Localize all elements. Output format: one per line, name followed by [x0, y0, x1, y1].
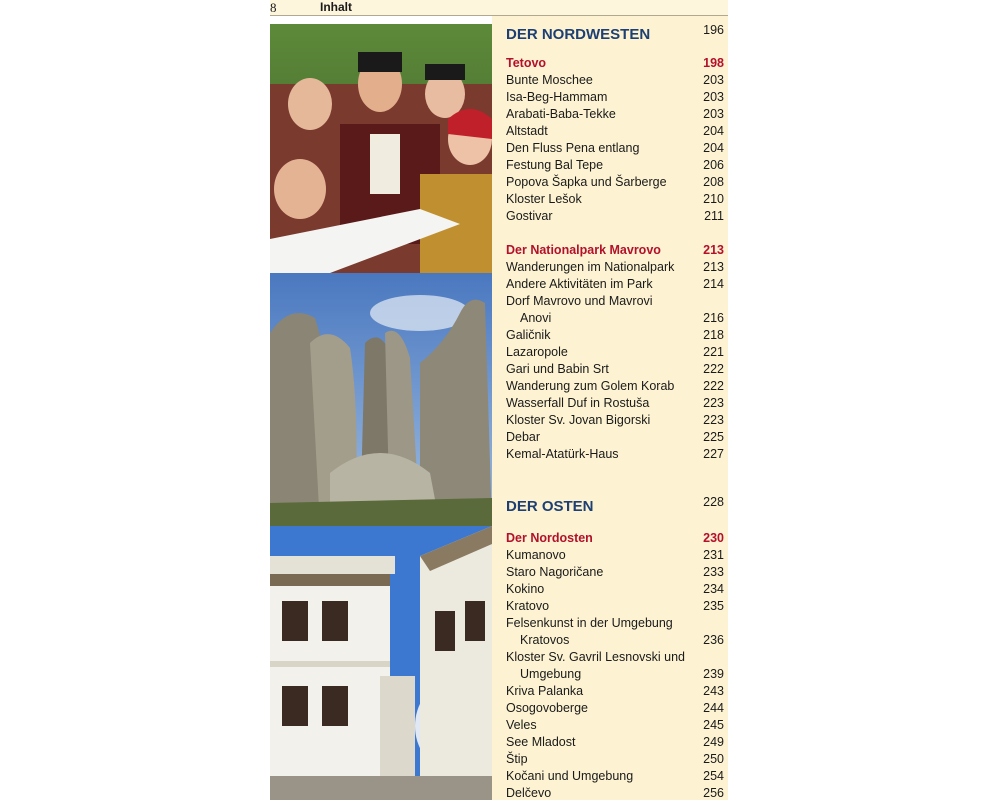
toc-entry-title: Kratovo: [506, 599, 550, 613]
toc-entry[interactable]: [506, 700, 724, 717]
toc-entry-title: Veles: [506, 718, 537, 732]
toc-entry[interactable]: [506, 310, 724, 327]
toc-entry[interactable]: [506, 361, 724, 378]
toc-entry[interactable]: [506, 429, 724, 446]
toc-subsection-nordosten[interactable]: [506, 530, 724, 547]
toc-entry[interactable]: [506, 276, 724, 293]
toc-entry-page: 223: [703, 396, 724, 410]
toc-entry-page: 210: [703, 192, 724, 206]
toc-subsection-tetovo[interactable]: [506, 55, 724, 72]
toc-entry-title: Popova Šapka und Šarberge: [506, 175, 667, 189]
toc-region-nordwesten[interactable]: [506, 24, 724, 46]
toc-entry[interactable]: [506, 378, 724, 395]
toc-entry-page: 213: [703, 243, 724, 257]
toc-entry[interactable]: [506, 598, 724, 615]
toc-entry[interactable]: [506, 123, 724, 140]
toc-entry-title: Delčevo: [506, 786, 552, 800]
toc-entry-title: Galičnik: [506, 328, 551, 342]
toc-entry-title: Andere Aktivitäten im Park: [506, 277, 653, 291]
toc-entry-page: 203: [703, 90, 724, 104]
toc-entry-title: Der Nationalpark Mavrovo: [506, 243, 661, 257]
toc-entry-page: 222: [703, 362, 724, 376]
toc-entry-title: Anovi: [520, 311, 552, 325]
page-header: [270, 0, 728, 15]
toc-entry-title: Kratovos: [520, 633, 570, 647]
book-page: [270, 0, 728, 800]
toc-entry[interactable]: [506, 734, 724, 751]
toc-entry[interactable]: [506, 632, 724, 649]
toc-entry-title: Debar: [506, 430, 541, 444]
toc-entry[interactable]: [506, 751, 724, 768]
toc-entry[interactable]: [506, 717, 724, 734]
toc-entry-page: 227: [703, 447, 724, 461]
toc-entry-title: Felsenkunst in der Umgebung: [506, 616, 673, 630]
toc-entry-title: Kloster Sv. Jovan Bigorski: [506, 413, 651, 427]
toc-entry-title: Staro Nagoričane: [506, 565, 604, 579]
toc-entry[interactable]: [506, 446, 724, 463]
toc-entry-title: Tetovo: [506, 56, 547, 70]
toc-entry-page: 222: [703, 379, 724, 393]
toc-entry-page: 236: [703, 633, 724, 647]
toc-entry-page: 244: [703, 701, 724, 715]
toc-entry-page: 250: [703, 752, 724, 766]
toc-entry-title: Der Nordosten: [506, 531, 593, 545]
section-label: Inhalt: [320, 0, 352, 14]
toc-entry[interactable]: [506, 72, 724, 89]
toc-entry-page: 243: [703, 684, 724, 698]
toc-entry-page: 218: [703, 328, 724, 342]
toc-entry-page: 211: [704, 209, 724, 223]
toc-entry-page: 235: [703, 599, 724, 613]
toc-entry[interactable]: [506, 564, 724, 581]
toc-entry-title: Isa-Beg-Hammam: [506, 90, 608, 104]
toc-entry[interactable]: [506, 191, 724, 208]
toc-entry-page: 214: [703, 277, 724, 291]
people-photo: [270, 24, 492, 273]
toc-entry[interactable]: [506, 547, 724, 564]
toc-entry-page: 223: [703, 413, 724, 427]
toc-entry-title: Kriva Palanka: [506, 684, 584, 698]
toc-entry-title: DER OSTEN: [506, 498, 594, 515]
toc-entry[interactable]: [506, 106, 724, 123]
toc-entry[interactable]: [506, 768, 724, 785]
toc-entry[interactable]: [506, 649, 724, 666]
toc-entry[interactable]: [506, 293, 724, 310]
toc-entry[interactable]: [506, 344, 724, 361]
toc-entry-title: Kokino: [506, 582, 545, 596]
toc-entry-page: 221: [703, 345, 724, 359]
toc-entry[interactable]: [506, 259, 724, 276]
toc-entry[interactable]: [506, 89, 724, 106]
toc-entry[interactable]: [506, 412, 724, 429]
toc-entry-title: Wasserfall Duf in Rostuša: [506, 396, 650, 410]
toc-entry-title: Kloster Lešok: [506, 192, 582, 206]
toc-entry[interactable]: [506, 683, 724, 700]
toc-entry-page: 254: [703, 769, 724, 783]
toc-entry-page: 249: [703, 735, 724, 749]
toc-entry[interactable]: [506, 581, 724, 598]
toc-entry-title: Kočani und Umgebung: [506, 769, 634, 783]
toc-entry-title: Kumanovo: [506, 548, 566, 562]
toc-entry-page: 198: [703, 56, 724, 70]
toc-region-osten[interactable]: [506, 496, 724, 518]
toc-entry[interactable]: [506, 174, 724, 191]
toc-entry-page: 204: [703, 141, 724, 155]
toc-entry-page: 234: [703, 582, 724, 596]
toc-entry-title: Wanderungen im Nationalpark: [506, 260, 675, 274]
page-number: 8: [270, 0, 277, 15]
toc-entry-page: 228: [703, 495, 724, 509]
toc-entry-page: 203: [703, 107, 724, 121]
toc-entry-title: Den Fluss Pena entlang: [506, 141, 640, 155]
toc-entry-title: Dorf Mavrovo und Mavrovi: [506, 294, 653, 308]
toc-entry-title: Kloster Sv. Gavril Lesnovski und: [506, 650, 686, 664]
toc-entry-title: Gostivar: [506, 209, 553, 223]
toc-entry-page: 216: [703, 311, 724, 325]
toc-entry-page: 233: [703, 565, 724, 579]
toc-entry-page: 239: [703, 667, 724, 681]
toc-entry-title: Gari und Babin Srt: [506, 362, 609, 376]
toc-entry-page: 213: [703, 260, 724, 274]
toc-entry-page: 196: [703, 23, 724, 37]
toc-subsection-mavrovo[interactable]: [506, 242, 724, 259]
toc-entry-page: 245: [703, 718, 724, 732]
toc-entry[interactable]: [506, 395, 724, 412]
toc-entry-title: See Mladost: [506, 735, 576, 749]
toc-entry-page: 206: [703, 158, 724, 172]
toc-entry[interactable]: [506, 157, 724, 174]
toc-entry-title: Umgebung: [520, 667, 582, 681]
toc-entry-page: 204: [703, 124, 724, 138]
houses-photo: [270, 526, 492, 800]
toc-entry-page: 225: [703, 430, 724, 444]
toc-entry-title: Lazaropole: [506, 345, 568, 359]
toc-entry-title: Kemal-Atatürk-Haus: [506, 447, 619, 461]
toc-entry-title: Bunte Moschee: [506, 73, 593, 87]
toc-entry-title: Štip: [506, 752, 528, 766]
toc-entry-page: 203: [703, 73, 724, 87]
toc-entry-page: 208: [703, 175, 724, 189]
toc-entry-title: Arabati-Baba-Tekke: [506, 107, 616, 121]
toc-entry-page: 231: [703, 548, 724, 562]
toc-entry[interactable]: [506, 208, 724, 225]
toc-entry[interactable]: [506, 615, 724, 632]
toc-entry-page: 256: [703, 786, 724, 800]
toc-entry-title: Osogovoberge: [506, 701, 589, 715]
toc-entry[interactable]: [506, 785, 724, 802]
toc-entry-title: Wanderung zum Golem Korab: [506, 379, 675, 393]
toc-entry[interactable]: [506, 666, 724, 683]
toc-entry-page: 230: [703, 531, 724, 545]
toc-entry[interactable]: [506, 140, 724, 157]
toc-entry-title: Altstadt: [506, 124, 548, 138]
table-of-contents: [492, 16, 728, 800]
toc-entry-title: Festung Bal Tepe: [506, 158, 604, 172]
rock-formations-photo: [270, 273, 492, 526]
toc-entry[interactable]: [506, 327, 724, 344]
toc-entry-title: DER NORDWESTEN: [506, 26, 651, 43]
